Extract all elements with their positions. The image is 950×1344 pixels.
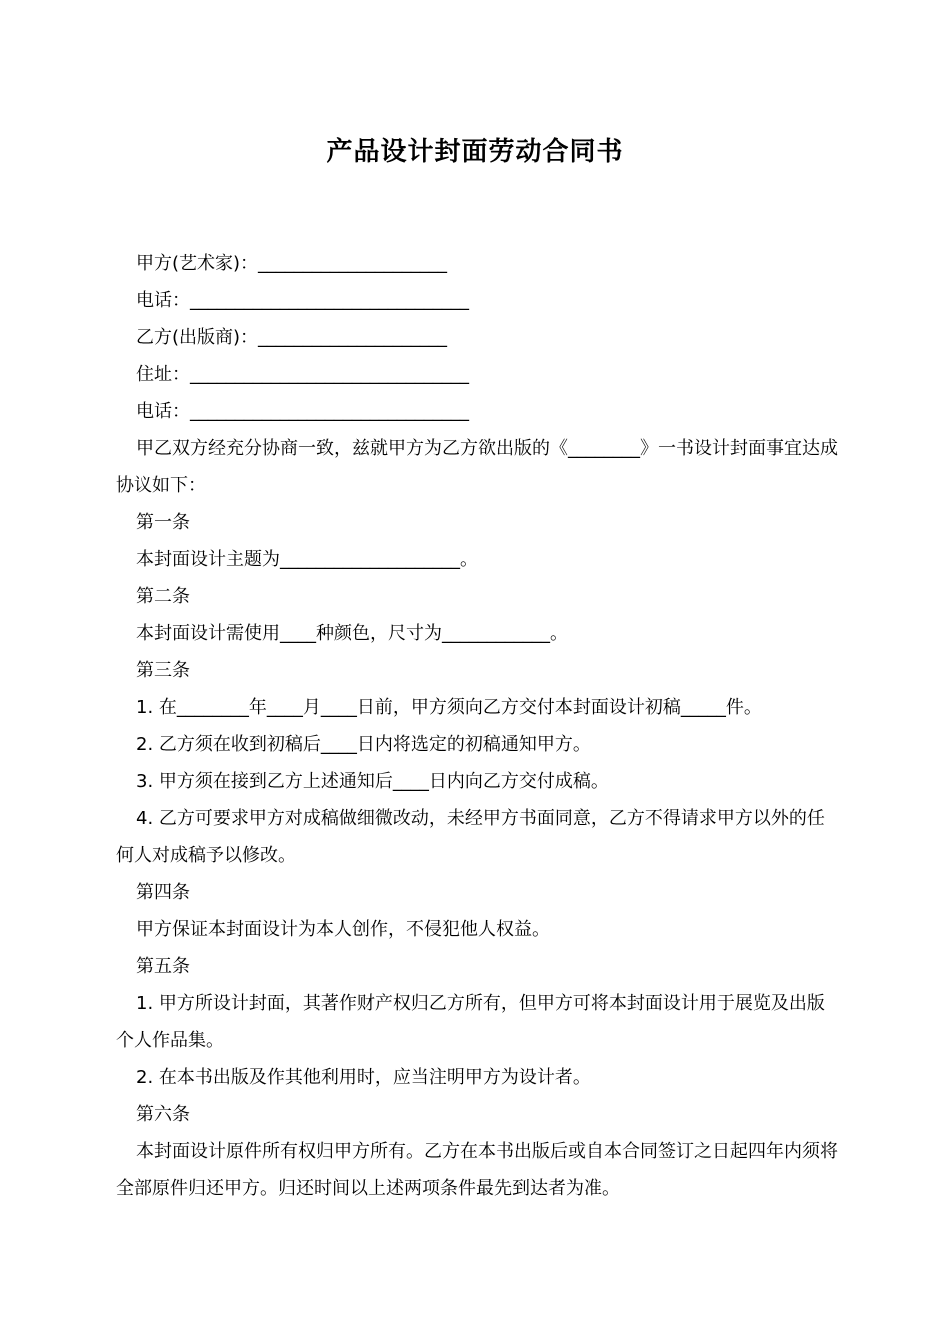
article-3-item-4: 4. 乙方可要求甲方对成稿做细微改动，未经甲方书面同意，乙方不得请求甲方以外的任何人对成稿予以修改。 (116, 808, 825, 866)
article-4-heading: 第四条 (136, 882, 190, 903)
party-a-phone-line: 电话：_______________________________ (136, 290, 469, 311)
article-2-heading: 第二条 (136, 586, 190, 607)
article-1-heading: 第一条 (136, 512, 190, 533)
article-3-item-2: 2. 乙方须在收到初稿后____日内将选定的初稿通知甲方。 (136, 734, 591, 755)
party-b-address-line: 住址：_______________________________ (136, 364, 469, 385)
article-1-text: 本封面设计主题为____________________。 (136, 549, 478, 570)
article-3-heading: 第三条 (136, 660, 190, 681)
article-4-text: 甲方保证本封面设计为本人创作，不侵犯他人权益。 (136, 919, 550, 940)
document-body (116, 245, 840, 1207)
party-b-line: 乙方(出版商)：_____________________ (136, 327, 448, 348)
article-6-heading: 第六条 (136, 1104, 190, 1125)
article-3-item-3: 3. 甲方须在接到乙方上述通知后____日内向乙方交付成稿。 (136, 771, 609, 792)
article-2-text: 本封面设计需使用____种颜色，尺寸为____________。 (136, 623, 568, 644)
party-b-phone-line: 电话：_______________________________ (136, 401, 469, 422)
article-3-item-1: 1. 在________年____月____日前，甲方须向乙方交付本封面设计初稿_____件。 (136, 697, 762, 718)
party-a-line: 甲方(艺术家)：_____________________ (136, 253, 448, 274)
article-5-item-1: 1. 甲方所设计封面，其著作财产权归乙方所有，但甲方可将本封面设计用于展览及出版个人作品集。 (116, 993, 825, 1051)
article-5-heading: 第五条 (136, 956, 190, 977)
preamble-paragraph: 甲乙双方经充分协商一致，兹就甲方为乙方欲出版的《________》一书设计封面事宜达成协议如下： (116, 438, 838, 496)
article-5-item-2: 2. 在本书出版及作其他利用时，应当注明甲方为设计者。 (136, 1067, 591, 1088)
document-title: 产品设计封面劳动合同书 (326, 137, 624, 167)
article-6-text: 本封面设计原件所有权归甲方所有。乙方在本书出版后或自本合同签订之日起四年内须将全部原件归还甲方。归还时间以上述两项条件最先到达者为准。 (116, 1141, 838, 1199)
